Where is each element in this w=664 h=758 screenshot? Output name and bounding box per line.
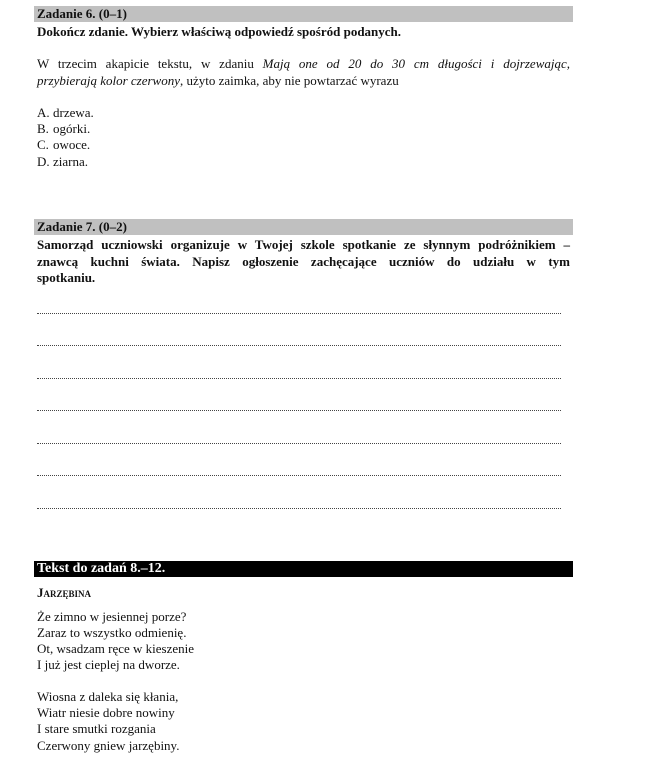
task6-question-line2 (37, 73, 399, 89)
answer-line[interactable] (37, 409, 561, 411)
quote: przybierają kolor czerwony (37, 73, 180, 88)
task7-header: Zadanie 7. (0–2) (34, 219, 573, 235)
poem-line: I stare smutki rozgania (37, 721, 156, 736)
quote: Mają one od 20 do 30 cm długości i dojrzewając, (262, 56, 570, 71)
poem-line: Ot, wsadzam ręce w kieszenie (37, 641, 195, 656)
task6-question-line1 (37, 56, 570, 72)
poem-line: Czerwony gniew jarzębiny. (37, 738, 180, 753)
answer-line[interactable] (37, 442, 561, 444)
option-letter: D. (37, 154, 50, 169)
task7-instruction-line3: spotkaniu. (37, 270, 96, 285)
answer-line[interactable] (37, 377, 561, 379)
task7-instruction-line1: Samorząd uczniowski organizuje w Twojej szkole spotkanie ze słynnym podróżnikiem – (37, 237, 570, 252)
poem-line: I już jest cieplej na dworze. (37, 657, 180, 672)
option-letter: C. (37, 137, 49, 152)
option-text: owoce. (53, 137, 91, 152)
answer-line[interactable] (37, 344, 561, 346)
answer-line[interactable] (37, 507, 561, 509)
option-letter: B. (37, 121, 49, 136)
poem-line: Zaraz to wszystko odmienię. (37, 625, 187, 640)
task7-instruction-line2: znawcą kuchni świata. Napisz ogłoszenie zachęcające uczniów do udziału w tym (37, 254, 570, 269)
option-b[interactable] (37, 121, 90, 137)
option-text: ziarna. (53, 154, 89, 169)
option-a[interactable] (37, 105, 94, 121)
question-text: W trzecim akapicie tekstu, w zdaniu (37, 56, 263, 71)
option-c[interactable] (37, 137, 90, 153)
poem-title: Jarzębina (37, 585, 92, 600)
option-text: ogórki. (53, 121, 91, 136)
task6-header: Zadanie 6. (0–1) (34, 6, 573, 22)
task6-instruction: Dokończ zdanie. Wybierz właściwą odpowiedź spośród podanych. (37, 24, 402, 39)
option-d[interactable] (37, 154, 88, 170)
option-letter: A. (37, 105, 50, 120)
text-section-header: Tekst do zadań 8.–12. (34, 561, 573, 577)
poem-line: Wiosna z daleka się kłania, (37, 689, 179, 704)
answer-line[interactable] (37, 474, 561, 476)
option-text: drzewa. (53, 105, 94, 120)
poem-line: Wiatr niesie dobre nowiny (37, 705, 175, 720)
answer-line[interactable] (37, 312, 561, 314)
question-text: , użyto zaimka, aby nie powtarzać wyrazu (179, 73, 399, 88)
poem-line: Że zimno w jesiennej porze? (37, 609, 187, 624)
